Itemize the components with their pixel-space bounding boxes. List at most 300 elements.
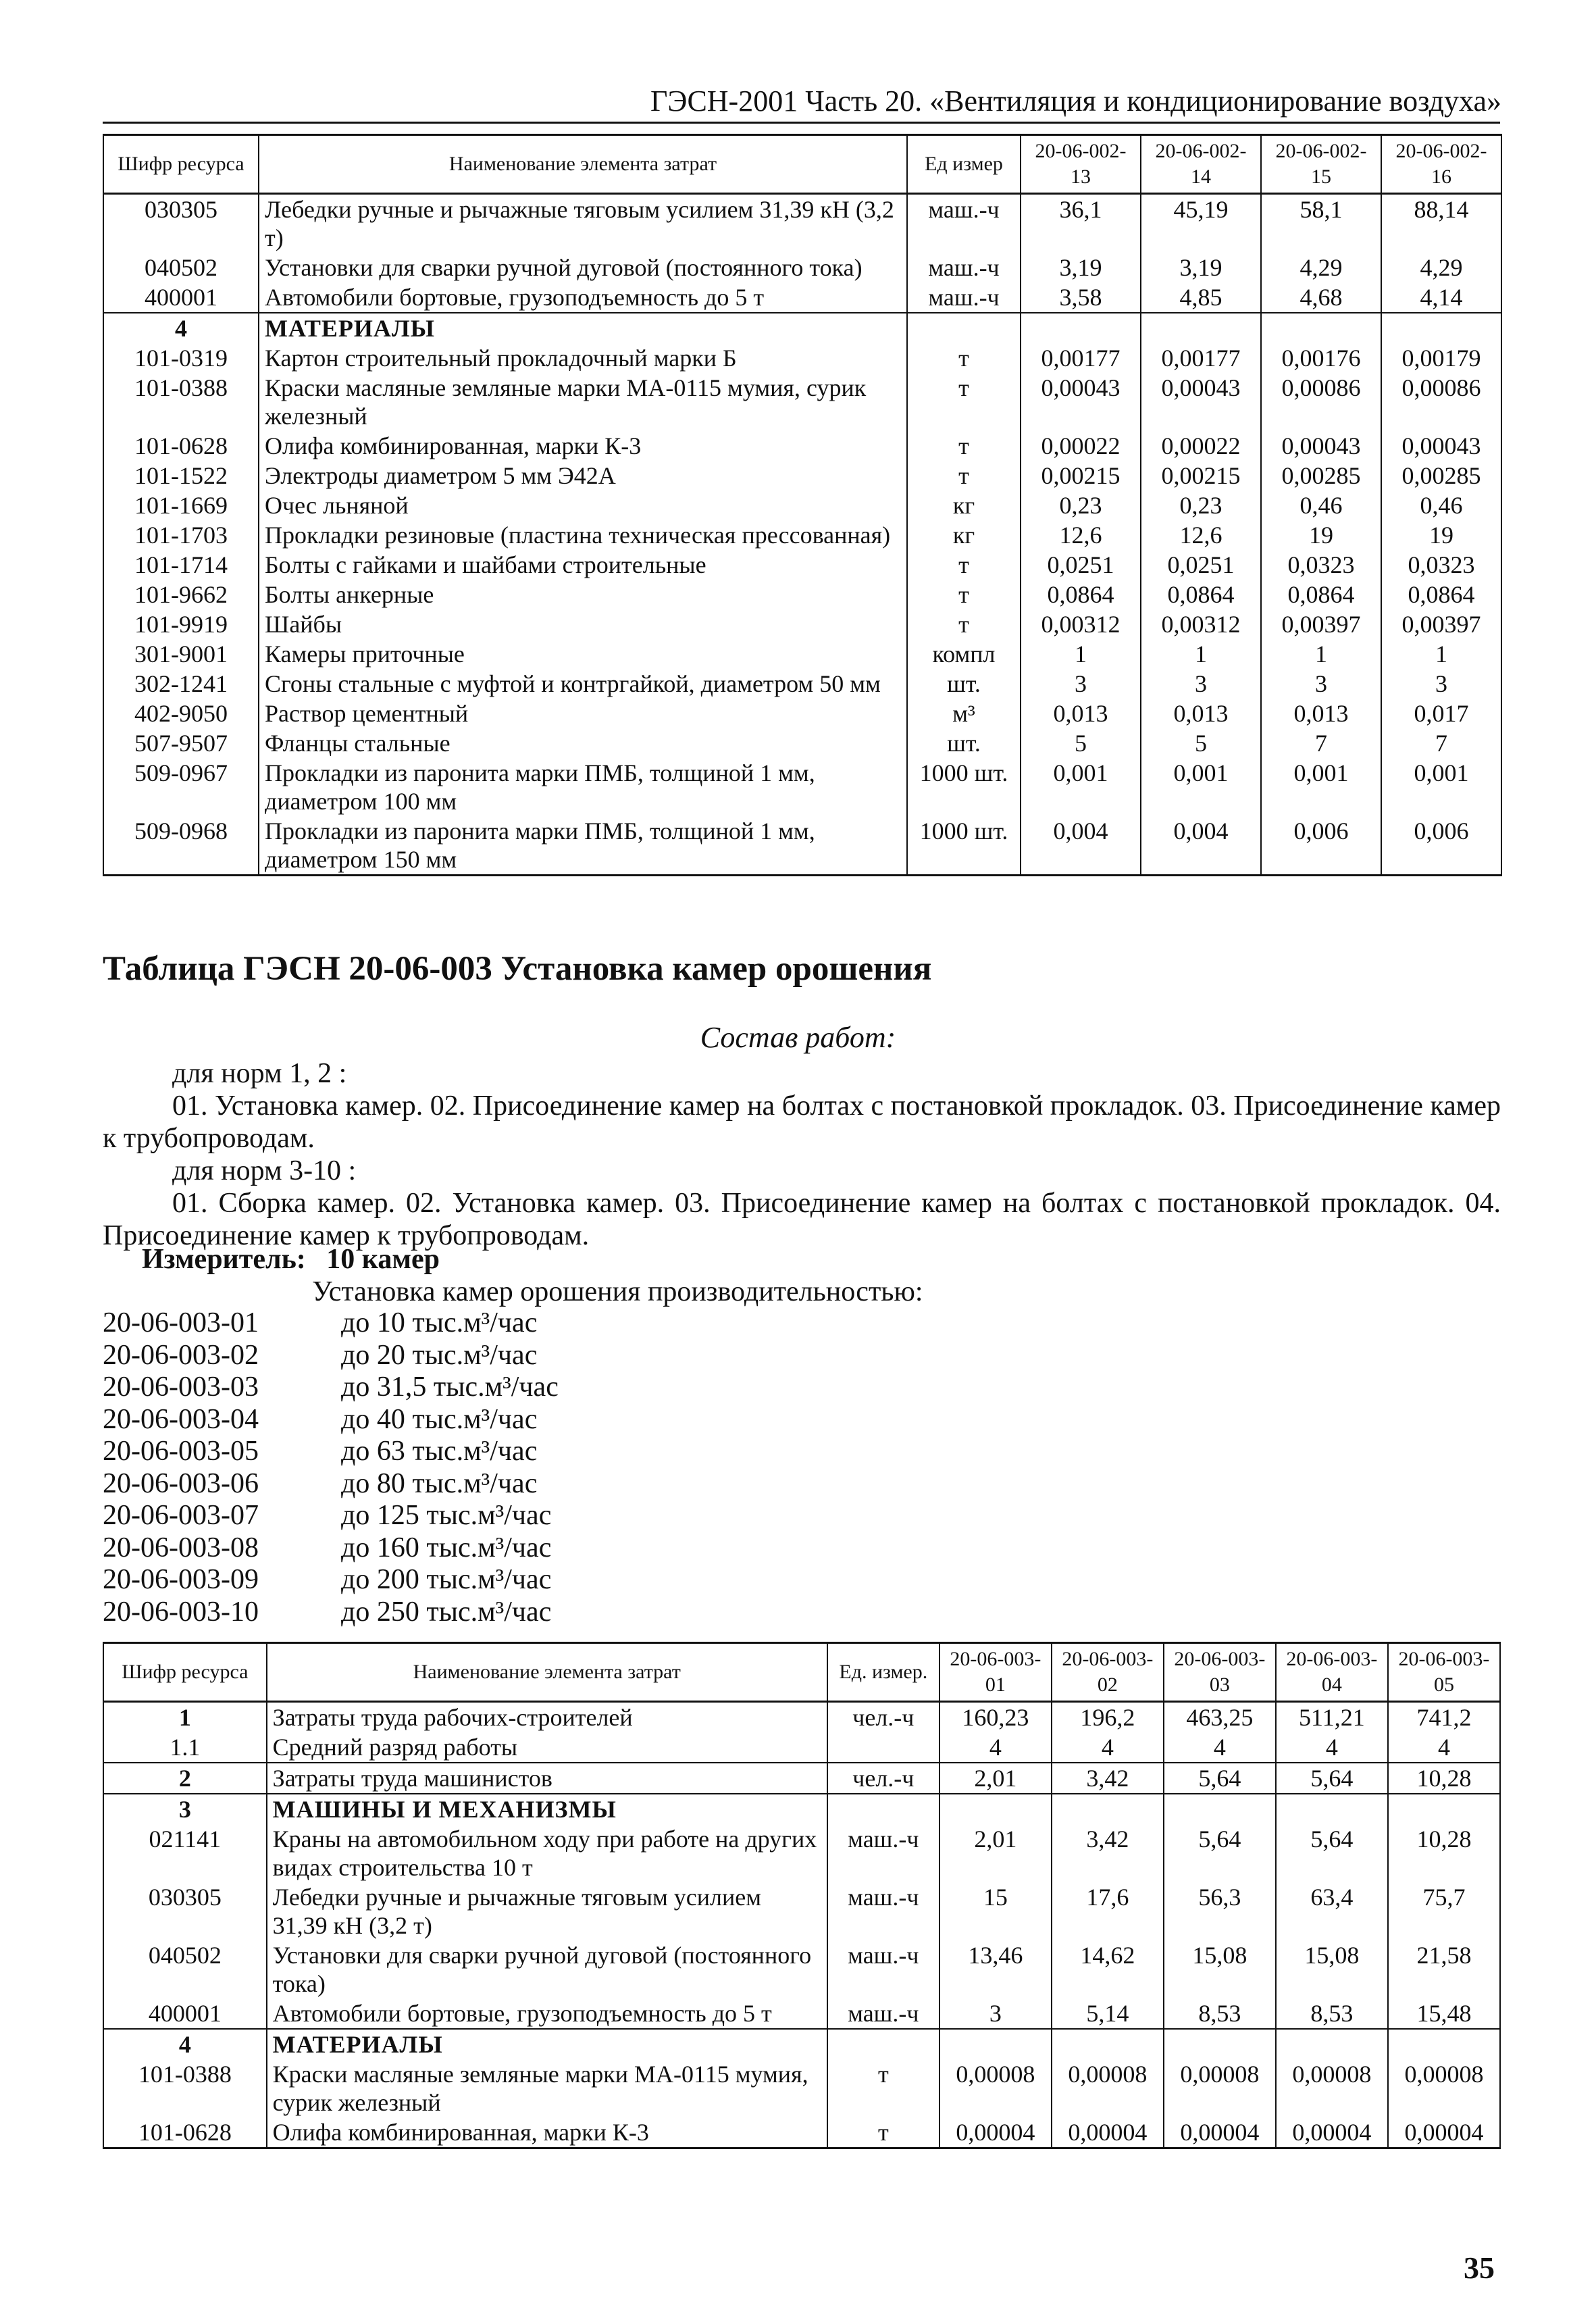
unit-cell: чел.-ч xyxy=(827,1763,939,1794)
norm-description: до 80 тыс.м³/час xyxy=(341,1467,538,1499)
value-cell: 3 xyxy=(1021,669,1141,699)
resource-name: Прокладки резиновые (пластина техническая прессованная) xyxy=(259,520,907,550)
table-header-row xyxy=(103,135,1501,194)
norm-code: 20-06-003-02 xyxy=(103,1339,259,1371)
value-cell: 0,00086 xyxy=(1261,373,1381,431)
value-cell: 511,21 xyxy=(1276,1702,1388,1733)
resource-code: 101-9662 xyxy=(103,580,259,609)
value-cell: 3,42 xyxy=(1052,1824,1164,1882)
resource-code: 507-9507 xyxy=(103,728,259,758)
value-cell: 4,29 xyxy=(1261,253,1381,282)
table-row xyxy=(103,520,1501,550)
table-row xyxy=(103,1732,1500,1763)
norm-code: 20-06-003-08 xyxy=(103,1532,259,1563)
value-cell: 0,00004 xyxy=(939,2117,1052,2148)
value-cell: 0,00022 xyxy=(1141,431,1261,461)
norm-code: 20-06-003-06 xyxy=(103,1467,259,1499)
section-title: МАТЕРИАЛЫ xyxy=(267,2029,827,2059)
table-row xyxy=(103,253,1501,282)
value-cell: 4,29 xyxy=(1381,253,1501,282)
column-header: Наименование элемента затрат xyxy=(267,1643,827,1702)
value-cell xyxy=(1052,1794,1164,1824)
running-header: ГЭСН-2001 Часть 20. «Вентиляция и кондиционирование воздуха» xyxy=(650,84,1501,118)
resource-name: Картон строительный прокладочный марки Б xyxy=(259,343,907,373)
value-cell: 5,64 xyxy=(1276,1824,1388,1882)
resource-name: Камеры приточные xyxy=(259,639,907,669)
value-cell: 5,64 xyxy=(1164,1763,1276,1794)
value-cell: 0,004 xyxy=(1141,816,1261,876)
value-cell xyxy=(1164,2029,1276,2059)
resource-code: 402-9050 xyxy=(103,699,259,728)
table-row xyxy=(103,1882,1500,1940)
value-cell xyxy=(1276,2029,1388,2059)
value-cell: 45,19 xyxy=(1141,194,1261,253)
resource-code: 030305 xyxy=(103,194,259,253)
value-cell: 3 xyxy=(939,1998,1052,2029)
value-cell: 0,0864 xyxy=(1381,580,1501,609)
resource-name: Фланцы стальные xyxy=(259,728,907,758)
value-cell: 19 xyxy=(1261,520,1381,550)
section-row xyxy=(103,313,1501,343)
value-cell: 0,017 xyxy=(1381,699,1501,728)
column-header: 20-06-002-13 xyxy=(1021,135,1141,194)
value-cell: 0,00008 xyxy=(1164,2059,1276,2117)
value-cell: 12,6 xyxy=(1141,520,1261,550)
table-row xyxy=(103,550,1501,580)
resource-name: Автомобили бортовые, грузоподъемность до 5 т xyxy=(267,1998,827,2029)
value-cell xyxy=(1388,1794,1500,1824)
value-cell: 58,1 xyxy=(1261,194,1381,253)
table-row xyxy=(103,669,1501,699)
table-row xyxy=(103,728,1501,758)
value-cell: 15,08 xyxy=(1164,1940,1276,1998)
value-cell: 0,0251 xyxy=(1021,550,1141,580)
value-cell: 0,00312 xyxy=(1021,609,1141,639)
value-cell: 0,00176 xyxy=(1261,343,1381,373)
unit-cell xyxy=(827,2029,939,2059)
value-cell: 463,25 xyxy=(1164,1702,1276,1733)
value-cell: 0,23 xyxy=(1141,491,1261,520)
value-cell: 0,00004 xyxy=(1276,2117,1388,2148)
value-cell: 12,6 xyxy=(1021,520,1141,550)
resource-code: 400001 xyxy=(103,282,259,313)
table-row xyxy=(103,2117,1500,2148)
norm-description: до 20 тыс.м³/час xyxy=(341,1339,538,1371)
resource-table-002 xyxy=(103,134,1502,876)
value-cell: 0,00285 xyxy=(1261,461,1381,491)
value-cell: 0,00215 xyxy=(1141,461,1261,491)
norm-description: до 31,5 тыс.м³/час xyxy=(341,1372,559,1403)
column-header: Шифр ресурса xyxy=(103,1643,267,1702)
value-cell: 4 xyxy=(939,1732,1052,1763)
column-header: 20-06-003-03 xyxy=(1164,1643,1276,1702)
value-cell xyxy=(939,1794,1052,1824)
table-row xyxy=(103,343,1501,373)
column-header: 20-06-003-02 xyxy=(1052,1643,1164,1702)
value-cell: 0,013 xyxy=(1141,699,1261,728)
value-cell: 0,001 xyxy=(1381,758,1501,816)
resource-name: Лебедки ручные и рычажные тяговым усилием 31,39 кН (3,2 т) xyxy=(259,194,907,253)
value-cell: 2,01 xyxy=(939,1824,1052,1882)
norm-description: до 63 тыс.м³/час xyxy=(341,1436,538,1467)
unit-cell: маш.-ч xyxy=(827,1824,939,1882)
resource-name: Очес льняной xyxy=(259,491,907,520)
column-header: Наименование элемента затрат xyxy=(259,135,907,194)
value-cell: 0,013 xyxy=(1021,699,1141,728)
value-cell: 17,6 xyxy=(1052,1882,1164,1940)
resource-code: 030305 xyxy=(103,1882,267,1940)
column-header: Ед. измер. xyxy=(827,1643,939,1702)
value-cell xyxy=(1164,1794,1276,1824)
norms-1-2-label: для норм 1, 2 : xyxy=(172,1058,347,1089)
value-cell: 0,006 xyxy=(1381,816,1501,876)
value-cell: 75,7 xyxy=(1388,1882,1500,1940)
resource-name: Затраты труда машинистов xyxy=(267,1763,827,1794)
table-row xyxy=(103,1940,1500,1998)
resource-code: 021141 xyxy=(103,1824,267,1882)
unit-cell: т xyxy=(907,550,1021,580)
norms-3-10-label: для норм 3-10 : xyxy=(172,1155,357,1186)
value-cell: 0,00008 xyxy=(939,2059,1052,2117)
resource-name: Сгоны стальные с муфтой и контргайкой, диаметром 50 мм xyxy=(259,669,907,699)
value-cell: 3,42 xyxy=(1052,1763,1164,1794)
measure-label: Измеритель: xyxy=(142,1244,306,1275)
value-cell: 0,00312 xyxy=(1141,609,1261,639)
table-row xyxy=(103,1763,1500,1794)
measure-line xyxy=(142,1243,440,1276)
value-cell: 4,14 xyxy=(1381,282,1501,313)
value-cell: 1 xyxy=(1141,639,1261,669)
unit-cell: маш.-ч xyxy=(827,1998,939,2029)
value-cell: 13,46 xyxy=(939,1940,1052,1998)
table-row xyxy=(103,1998,1500,2029)
resource-code: 509-0967 xyxy=(103,758,259,816)
norm-code: 20-06-003-03 xyxy=(103,1372,259,1403)
table-row xyxy=(103,491,1501,520)
value-cell: 0,001 xyxy=(1141,758,1261,816)
norm-code: 20-06-003-05 xyxy=(103,1436,259,1467)
value-cell: 0,0864 xyxy=(1141,580,1261,609)
resource-code: 101-0388 xyxy=(103,373,259,431)
work-composition-label: Состав работ: xyxy=(700,1021,896,1054)
resource-name: Электроды диаметром 5 мм Э42А xyxy=(259,461,907,491)
norms-1-2-text: 01. Установка камер. 02. Присоединение камер на болтах с постановкой прокладок. 03. Присоединение камер к трубопроводам. xyxy=(103,1090,1501,1154)
resource-code: 101-0319 xyxy=(103,343,259,373)
unit-cell: 1000 шт. xyxy=(907,816,1021,876)
resource-name: Болты с гайками и шайбами строительные xyxy=(259,550,907,580)
value-cell: 2,01 xyxy=(939,1763,1052,1794)
table-row xyxy=(103,461,1501,491)
value-cell: 5,64 xyxy=(1164,1824,1276,1882)
unit-cell: кг xyxy=(907,520,1021,550)
value-cell: 3 xyxy=(1381,669,1501,699)
resource-name: Установки для сварки ручной дуговой (постоянного тока) xyxy=(259,253,907,282)
norm-code: 20-06-003-01 xyxy=(103,1307,259,1338)
table-row xyxy=(103,1824,1500,1882)
unit-cell: маш.-ч xyxy=(907,282,1021,313)
resource-code: 509-0968 xyxy=(103,816,259,876)
resource-code: 101-1714 xyxy=(103,550,259,580)
value-cell: 0,00177 xyxy=(1141,343,1261,373)
unit-cell: т xyxy=(907,580,1021,609)
norms-3-10-text: 01. Сборка камер. 02. Установка камер. 03. Присоединение камер на болтах с постановкой прокладок. 04. Присоединение камер к трубопроводам. xyxy=(103,1188,1501,1251)
value-cell: 5 xyxy=(1021,728,1141,758)
resource-name: Затраты труда рабочих-строителей xyxy=(267,1702,827,1733)
value-cell: 10,28 xyxy=(1388,1763,1500,1794)
value-cell: 7 xyxy=(1261,728,1381,758)
value-cell xyxy=(1388,2029,1500,2059)
table-row xyxy=(103,609,1501,639)
resource-name: Краски масляные земляные марки МА-0115 мумия, сурик железный xyxy=(259,373,907,431)
resource-code: 2 xyxy=(103,1763,267,1794)
column-header: 20-06-002-14 xyxy=(1141,135,1261,194)
value-cell: 0,00022 xyxy=(1021,431,1141,461)
value-cell: 160,23 xyxy=(939,1702,1052,1733)
table-header-row xyxy=(103,1643,1500,1702)
value-cell: 0,00043 xyxy=(1381,431,1501,461)
resource-name: Автомобили бортовые, грузоподъемность до 5 т xyxy=(259,282,907,313)
section-number: 3 xyxy=(103,1794,267,1824)
resource-table-003 xyxy=(103,1642,1501,2149)
value-cell: 0,00004 xyxy=(1164,2117,1276,2148)
value-cell xyxy=(1052,2029,1164,2059)
value-cell: 4,68 xyxy=(1261,282,1381,313)
unit-cell: маш.-ч xyxy=(827,1882,939,1940)
norm-description: до 10 тыс.м³/час xyxy=(341,1307,538,1338)
value-cell: 0,00008 xyxy=(1052,2059,1164,2117)
unit-cell xyxy=(827,1732,939,1763)
value-cell: 3 xyxy=(1141,669,1261,699)
measure-value: 10 камер xyxy=(326,1244,440,1275)
value-cell: 4 xyxy=(1164,1732,1276,1763)
resource-code: 301-9001 xyxy=(103,639,259,669)
norm-description: до 200 тыс.м³/час xyxy=(341,1564,552,1595)
table-row xyxy=(103,1702,1500,1733)
column-header: Ед измер xyxy=(907,135,1021,194)
unit-cell xyxy=(907,313,1021,343)
value-cell: 0,001 xyxy=(1261,758,1381,816)
value-cell: 8,53 xyxy=(1276,1998,1388,2029)
norm-description: до 250 тыс.м³/час xyxy=(341,1596,552,1628)
value-cell: 4 xyxy=(1276,1732,1388,1763)
table-row xyxy=(103,816,1501,876)
resource-code: 1 xyxy=(103,1702,267,1733)
value-cell: 0,001 xyxy=(1021,758,1141,816)
section-row xyxy=(103,2029,1500,2059)
column-header: 20-06-003-01 xyxy=(939,1643,1052,1702)
value-cell: 0,0323 xyxy=(1381,550,1501,580)
unit-cell: шт. xyxy=(907,728,1021,758)
value-cell: 196,2 xyxy=(1052,1702,1164,1733)
unit-cell: т xyxy=(907,343,1021,373)
table-row xyxy=(103,431,1501,461)
value-cell: 0,0251 xyxy=(1141,550,1261,580)
value-cell xyxy=(1141,313,1261,343)
value-cell: 3,58 xyxy=(1021,282,1141,313)
value-cell: 0,00215 xyxy=(1021,461,1141,491)
value-cell: 0,00043 xyxy=(1141,373,1261,431)
value-cell: 0,0864 xyxy=(1021,580,1141,609)
value-cell: 1 xyxy=(1021,639,1141,669)
table-row xyxy=(103,373,1501,431)
value-cell: 1 xyxy=(1261,639,1381,669)
resource-name: Краски масляные земляные марки МА-0115 мумия, сурик железный xyxy=(267,2059,827,2117)
value-cell xyxy=(1261,313,1381,343)
unit-cell: т xyxy=(907,431,1021,461)
resource-name: Средний разряд работы xyxy=(267,1732,827,1763)
value-cell: 0,00043 xyxy=(1021,373,1141,431)
value-cell: 0,00004 xyxy=(1052,2117,1164,2148)
value-cell: 4 xyxy=(1388,1732,1500,1763)
value-cell: 0,00086 xyxy=(1381,373,1501,431)
table-title: Таблица ГЭСН 20-06-003 Установка камер орошения xyxy=(103,950,932,988)
table-row xyxy=(103,2059,1500,2117)
resource-name: Лебедки ручные и рычажные тяговым усилием 31,39 кН (3,2 т) xyxy=(267,1882,827,1940)
resource-code: 1.1 xyxy=(103,1732,267,1763)
value-cell: 0,00285 xyxy=(1381,461,1501,491)
resource-code: 302-1241 xyxy=(103,669,259,699)
value-cell: 5 xyxy=(1141,728,1261,758)
unit-cell: шт. xyxy=(907,669,1021,699)
value-cell: 15,08 xyxy=(1276,1940,1388,1998)
value-cell: 15,48 xyxy=(1388,1998,1500,2029)
value-cell: 4,85 xyxy=(1141,282,1261,313)
unit-cell xyxy=(827,1794,939,1824)
unit-cell: кг xyxy=(907,491,1021,520)
norm-code: 20-06-003-10 xyxy=(103,1596,259,1628)
resource-name: Олифа комбинированная, марки К-3 xyxy=(259,431,907,461)
value-cell: 0,00008 xyxy=(1388,2059,1500,2117)
norm-description: до 40 тыс.м³/час xyxy=(341,1403,538,1435)
resource-name: Шайбы xyxy=(259,609,907,639)
table-row xyxy=(103,639,1501,669)
resource-code: 101-9919 xyxy=(103,609,259,639)
value-cell: 3,19 xyxy=(1141,253,1261,282)
section-number: 4 xyxy=(103,313,259,343)
value-cell: 0,013 xyxy=(1261,699,1381,728)
unit-cell: т xyxy=(907,461,1021,491)
unit-cell: чел.-ч xyxy=(827,1702,939,1733)
value-cell xyxy=(939,2029,1052,2059)
table-row xyxy=(103,699,1501,728)
value-cell: 0,0323 xyxy=(1261,550,1381,580)
value-cell: 63,4 xyxy=(1276,1882,1388,1940)
resource-code: 101-1522 xyxy=(103,461,259,491)
norm-description: до 160 тыс.м³/час xyxy=(341,1532,552,1563)
norm-code: 20-06-003-04 xyxy=(103,1403,259,1435)
column-header: 20-06-003-04 xyxy=(1276,1643,1388,1702)
resource-name: Прокладки из паронита марки ПМБ, толщиной 1 мм, диаметром 150 мм xyxy=(259,816,907,876)
install-heading: Установка камер орошения производительностью: xyxy=(312,1276,923,1307)
unit-cell: м³ xyxy=(907,699,1021,728)
resource-name: Раствор цементный xyxy=(259,699,907,728)
norm-code: 20-06-003-07 xyxy=(103,1500,259,1531)
value-cell: 5,14 xyxy=(1052,1998,1164,2029)
value-cell: 0,00008 xyxy=(1276,2059,1388,2117)
value-cell: 0,00177 xyxy=(1021,343,1141,373)
value-cell: 0,23 xyxy=(1021,491,1141,520)
resource-code: 400001 xyxy=(103,1998,267,2029)
column-header: Шифр ресурса xyxy=(103,135,259,194)
section-title: МАШИНЫ И МЕХАНИЗМЫ xyxy=(267,1794,827,1824)
unit-cell: т xyxy=(907,373,1021,431)
value-cell xyxy=(1381,313,1501,343)
value-cell: 21,58 xyxy=(1388,1940,1500,1998)
table-row xyxy=(103,758,1501,816)
value-cell xyxy=(1276,1794,1388,1824)
unit-cell: т xyxy=(907,609,1021,639)
column-header: 20-06-002-15 xyxy=(1261,135,1381,194)
value-cell: 0,00397 xyxy=(1381,609,1501,639)
unit-cell: маш.-ч xyxy=(827,1940,939,1998)
page-number: 35 xyxy=(1464,2250,1495,2285)
column-header: 20-06-002-16 xyxy=(1381,135,1501,194)
unit-cell: 1000 шт. xyxy=(907,758,1021,816)
value-cell: 0,46 xyxy=(1261,491,1381,520)
value-cell: 0,004 xyxy=(1021,816,1141,876)
value-cell: 0,00004 xyxy=(1388,2117,1500,2148)
value-cell: 19 xyxy=(1381,520,1501,550)
value-cell: 0,00397 xyxy=(1261,609,1381,639)
table-row xyxy=(103,282,1501,313)
value-cell: 15 xyxy=(939,1882,1052,1940)
resource-code: 101-1703 xyxy=(103,520,259,550)
value-cell: 3 xyxy=(1261,669,1381,699)
value-cell: 36,1 xyxy=(1021,194,1141,253)
unit-cell: т xyxy=(827,2059,939,2117)
table-row xyxy=(103,194,1501,253)
value-cell: 14,62 xyxy=(1052,1940,1164,1998)
resource-name: Прокладки из паронита марки ПМБ, толщиной 1 мм, диаметром 100 мм xyxy=(259,758,907,816)
value-cell: 0,006 xyxy=(1261,816,1381,876)
value-cell: 88,14 xyxy=(1381,194,1501,253)
resource-code: 101-1669 xyxy=(103,491,259,520)
value-cell: 56,3 xyxy=(1164,1882,1276,1940)
header-rule xyxy=(103,122,1500,124)
unit-cell: маш.-ч xyxy=(907,253,1021,282)
resource-code: 040502 xyxy=(103,1940,267,1998)
resource-code: 101-0388 xyxy=(103,2059,267,2117)
value-cell: 741,2 xyxy=(1388,1702,1500,1733)
value-cell: 4 xyxy=(1052,1732,1164,1763)
section-title: МАТЕРИАЛЫ xyxy=(259,313,907,343)
resource-name: Болты анкерные xyxy=(259,580,907,609)
value-cell: 8,53 xyxy=(1164,1998,1276,2029)
value-cell: 10,28 xyxy=(1388,1824,1500,1882)
resource-name: Олифа комбинированная, марки К-3 xyxy=(267,2117,827,2148)
resource-name: Краны на автомобильном ходу при работе на других видах строительства 10 т xyxy=(267,1824,827,1882)
column-header: 20-06-003-05 xyxy=(1388,1643,1500,1702)
unit-cell: т xyxy=(827,2117,939,2148)
value-cell: 3,19 xyxy=(1021,253,1141,282)
value-cell: 7 xyxy=(1381,728,1501,758)
resource-code: 040502 xyxy=(103,253,259,282)
value-cell: 0,46 xyxy=(1381,491,1501,520)
value-cell: 0,0864 xyxy=(1261,580,1381,609)
value-cell: 5,64 xyxy=(1276,1763,1388,1794)
value-cell: 0,00179 xyxy=(1381,343,1501,373)
resource-code: 101-0628 xyxy=(103,2117,267,2148)
table-row xyxy=(103,580,1501,609)
value-cell: 0,00043 xyxy=(1261,431,1381,461)
unit-cell: маш.-ч xyxy=(907,194,1021,253)
norm-code: 20-06-003-09 xyxy=(103,1564,259,1595)
value-cell: 1 xyxy=(1381,639,1501,669)
norm-description: до 125 тыс.м³/час xyxy=(341,1500,552,1531)
unit-cell: компл xyxy=(907,639,1021,669)
section-row xyxy=(103,1794,1500,1824)
resource-name: Установки для сварки ручной дуговой (постоянного тока) xyxy=(267,1940,827,1998)
